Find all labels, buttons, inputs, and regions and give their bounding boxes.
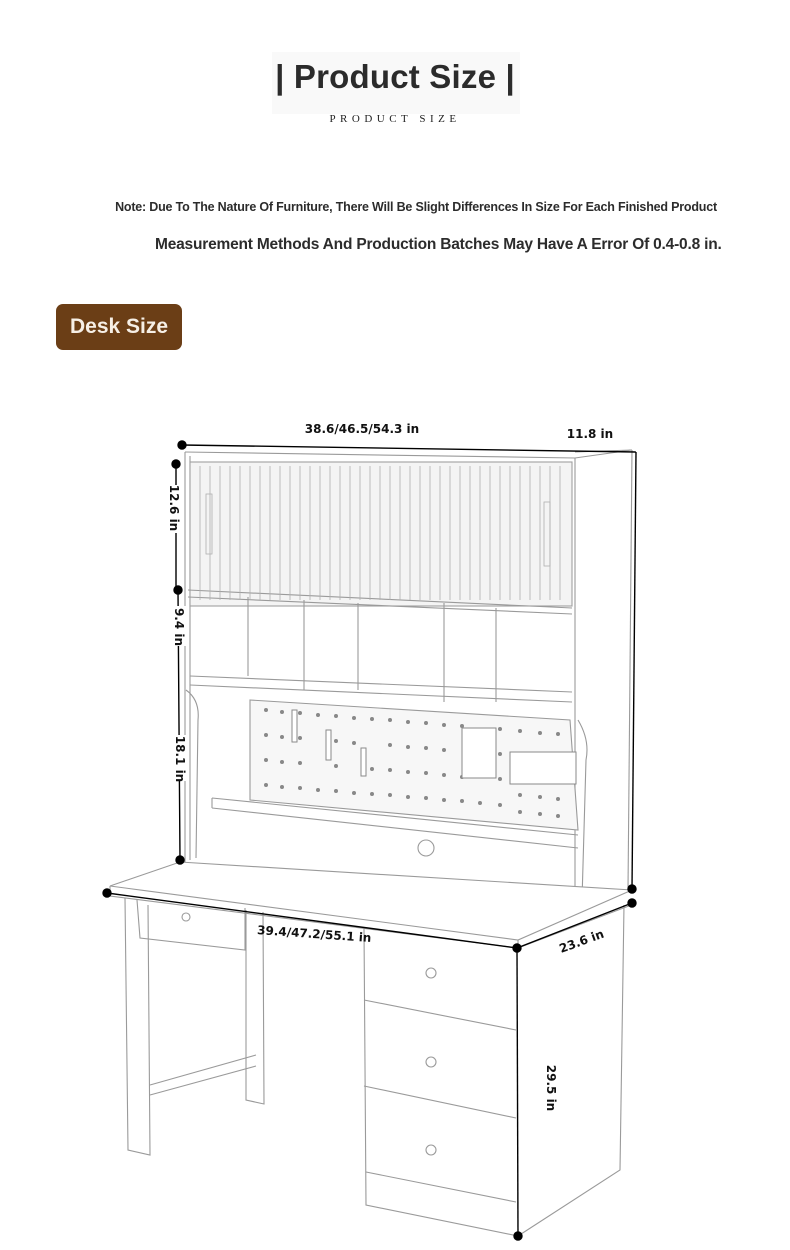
desk-outline (110, 862, 634, 1236)
hutch-depth-label: 11.8 in (566, 427, 614, 441)
dimension-point (513, 944, 521, 952)
shelf-height-label: 9.4 in (172, 607, 186, 647)
desk-height-label: 29.5 in (544, 1064, 558, 1112)
cabinet-height-label: 12.6 in (167, 484, 181, 532)
dimension-point (628, 899, 636, 907)
cabinet-doors (190, 462, 572, 606)
note-line-2: Measurement Methods And Production Batches May Have A Error Of 0.4-0.8 in. (155, 236, 722, 253)
dimension-point (628, 885, 636, 893)
peg-hook-icon (326, 730, 331, 760)
hutch-width-label: 38.6/46.5/54.3 in (304, 422, 420, 436)
dimension-point (176, 856, 184, 864)
hutch-outline (185, 450, 632, 905)
desk-size-badge: Desk Size (56, 304, 182, 350)
peg-hook-icon (292, 710, 297, 742)
dimension-point (103, 889, 111, 897)
hutch-depth-line (632, 452, 636, 889)
pegboard-height-label: 18.1 in (173, 735, 187, 783)
dimension-point (172, 460, 180, 468)
desk-height-line (517, 948, 518, 1236)
pegboard-tray (510, 752, 576, 784)
desk-depth-label: 23.6 in (557, 926, 606, 956)
dimension-point (514, 1232, 522, 1240)
dimension-point (174, 586, 182, 594)
hutch-width-line (182, 445, 636, 452)
desk-width-label: 39.4/47.2/55.1 in (256, 923, 372, 945)
page-subtitle: PRODUCT SIZE (329, 113, 461, 125)
pegboard-cup (462, 728, 496, 778)
peg-hook-icon (361, 748, 366, 776)
dimension-point (178, 441, 186, 449)
page-title: | Product Size | (275, 58, 515, 95)
note-line-1: Note: Due To The Nature Of Furniture, There Will Be Slight Differences In Size For Each Finished Product (115, 200, 717, 214)
